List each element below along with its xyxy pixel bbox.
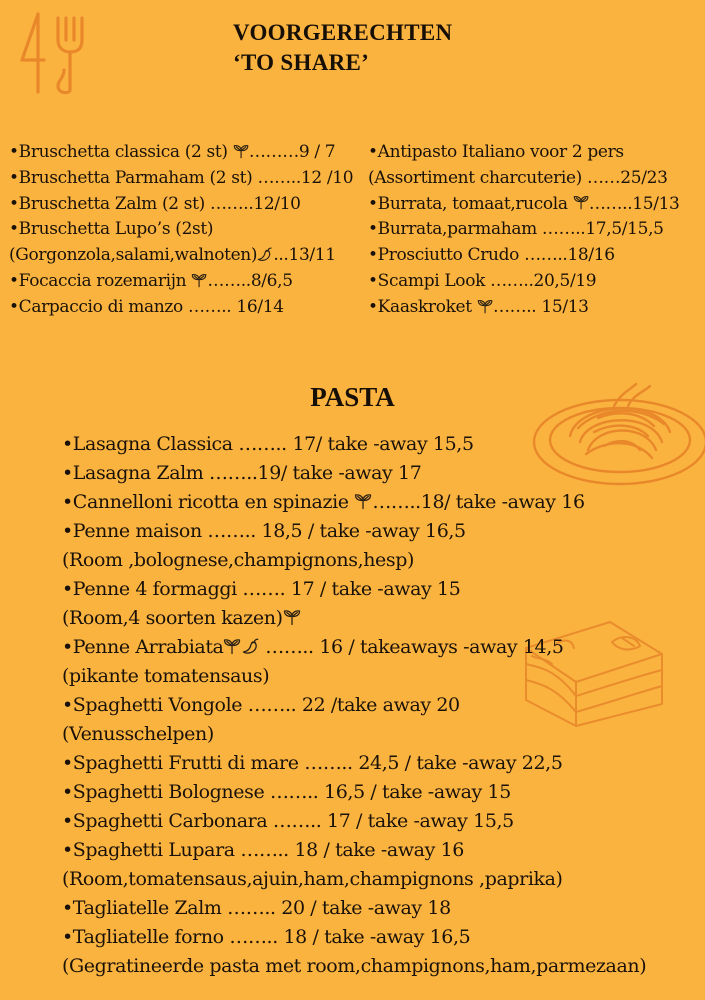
pasta-text: …….. 16 / takeaways -away 14,5 bbox=[259, 636, 564, 658]
starter-item bbox=[368, 243, 703, 269]
starter-item bbox=[9, 217, 369, 243]
heading-line-2: ‘TO SHARE’ bbox=[233, 50, 370, 75]
pasta-list bbox=[62, 430, 702, 981]
starters-right-column bbox=[368, 140, 703, 321]
starter-text: •Prosciutto Crudo ……..18/16 bbox=[368, 245, 615, 266]
pasta-item bbox=[62, 691, 702, 720]
starter-item bbox=[9, 269, 369, 295]
starter-item bbox=[9, 295, 369, 321]
starter-text: •Carpaccio di manzo …….. 16/14 bbox=[9, 296, 284, 317]
pasta-text: (Room,4 soorten kazen) bbox=[62, 607, 283, 629]
pasta-item bbox=[62, 865, 702, 894]
pasta-item bbox=[62, 662, 702, 691]
starter-item bbox=[368, 217, 703, 243]
pasta-item bbox=[62, 836, 702, 865]
starter-text: ………9 / 7 bbox=[248, 142, 336, 162]
starter-text: •Antipasto Italiano voor 2 pers bbox=[368, 142, 624, 162]
pasta-item bbox=[62, 517, 702, 546]
starters-left-column bbox=[9, 140, 369, 321]
starter-text: ……..8/6,5 bbox=[207, 270, 293, 291]
pasta-text: (Room ,bolognese,champignons,hesp) bbox=[62, 549, 415, 571]
pasta-text: •Penne Arrabiata bbox=[62, 636, 224, 658]
vegetarian-sprout-icon bbox=[477, 297, 493, 313]
starter-item bbox=[9, 140, 369, 166]
heading-line-1: VOORGERECHTEN bbox=[233, 20, 453, 45]
pasta-item bbox=[62, 923, 702, 952]
pasta-text: •Spaghetti Carbonara …….. 17 / take -away 15,5 bbox=[62, 810, 514, 832]
starter-text: •Focaccia rozemarijn bbox=[9, 270, 192, 291]
starter-text: ……..15/13 bbox=[588, 193, 680, 214]
pasta-text: •Penne maison …….. 18,5 / take -away 16,5 bbox=[62, 520, 466, 542]
pasta-text: •Lasagna Classica …….. 17/ take -away 15,5 bbox=[62, 433, 474, 455]
starter-item bbox=[368, 295, 703, 321]
pasta-item bbox=[62, 633, 702, 662]
spicy-chili-icon bbox=[242, 635, 260, 653]
starter-item bbox=[9, 192, 369, 218]
fork-logo-icon bbox=[14, 10, 90, 96]
pasta-text: •Spaghetti Frutti di mare …….. 24,5 / take -away 22,5 bbox=[62, 752, 563, 774]
starter-text: (Assortiment charcuterie) ……25/23 bbox=[368, 167, 668, 188]
pasta-item bbox=[62, 459, 702, 488]
vegetarian-sprout-icon bbox=[283, 606, 301, 624]
starter-item bbox=[368, 192, 703, 218]
pasta-item bbox=[62, 749, 702, 778]
starter-text: •Kaaskroket bbox=[368, 296, 477, 317]
vegetarian-sprout-icon bbox=[573, 194, 589, 210]
vegetarian-sprout-icon bbox=[354, 490, 372, 508]
starter-text: ...13/11 bbox=[273, 245, 336, 266]
starter-text: •Bruschetta Zalm (2 st) ……..12/10 bbox=[9, 193, 301, 214]
pasta-item bbox=[62, 894, 702, 923]
pasta-item bbox=[62, 430, 702, 459]
pasta-item bbox=[62, 575, 702, 604]
section-heading-starters bbox=[233, 18, 452, 78]
pasta-item bbox=[62, 488, 702, 517]
pasta-text: ……..18/ take -away 16 bbox=[372, 491, 585, 513]
pasta-item bbox=[62, 807, 702, 836]
starter-item bbox=[368, 140, 703, 166]
pasta-text: •Tagliatelle forno …….. 18 / take -away 16,5 bbox=[62, 926, 471, 948]
pasta-text: •Spaghetti Vongole …….. 22 /take away 20 bbox=[62, 694, 460, 716]
pasta-text: (Gegratineerde pasta met room,champignons,ham,parmezaan) bbox=[62, 955, 647, 977]
pasta-text: (pikante tomatensaus) bbox=[62, 665, 270, 687]
starter-text: …….. 15/13 bbox=[492, 296, 589, 317]
pasta-text: (Venusschelpen) bbox=[62, 723, 214, 745]
vegetarian-sprout-icon bbox=[223, 635, 241, 653]
pasta-text: •Spaghetti Lupara …….. 18 / take -away 16 bbox=[62, 839, 464, 861]
pasta-item bbox=[62, 952, 702, 981]
starter-text: •Bruschetta classica (2 st) bbox=[9, 142, 233, 162]
spicy-chili-icon bbox=[257, 245, 273, 261]
pasta-item bbox=[62, 778, 702, 807]
starter-item bbox=[9, 166, 369, 192]
pasta-text: •Spaghetti Bolognese …….. 16,5 / take -away 15 bbox=[62, 781, 511, 803]
pasta-item bbox=[62, 720, 702, 749]
pasta-text: •Cannelloni ricotta en spinazie bbox=[62, 491, 355, 513]
starter-text: •Burrata, tomaat,rucola bbox=[368, 193, 573, 214]
pasta-text: •Lasagna Zalm ……..19/ take -away 17 bbox=[62, 462, 422, 484]
pasta-text: (Room,tomatensaus,ajuin,ham,champignons ,paprika) bbox=[62, 868, 563, 890]
starter-text: •Bruschetta Parmaham (2 st) ……..12 /10 bbox=[9, 167, 354, 188]
pasta-item bbox=[62, 546, 702, 575]
starter-text: •Scampi Look ……..20,5/19 bbox=[368, 270, 597, 291]
starter-text: •Burrata,parmaham ……..17,5/15,5 bbox=[368, 219, 664, 240]
pasta-item bbox=[62, 604, 702, 633]
starter-item bbox=[368, 166, 703, 192]
vegetarian-sprout-icon bbox=[191, 271, 207, 287]
section-heading-pasta: PASTA bbox=[310, 382, 395, 412]
starter-text: •Bruschetta Lupo’s (2st) bbox=[9, 219, 214, 240]
vegetarian-sprout-icon bbox=[233, 142, 249, 158]
pasta-text: •Penne 4 formaggi ……. 17 / take -away 15 bbox=[62, 578, 461, 600]
pasta-text: •Tagliatelle Zalm …….. 20 / take -away 18 bbox=[62, 897, 451, 919]
starter-text: (Gorgonzola,salami,walnoten) bbox=[9, 245, 258, 266]
starter-item bbox=[9, 243, 369, 269]
starter-item bbox=[368, 269, 703, 295]
